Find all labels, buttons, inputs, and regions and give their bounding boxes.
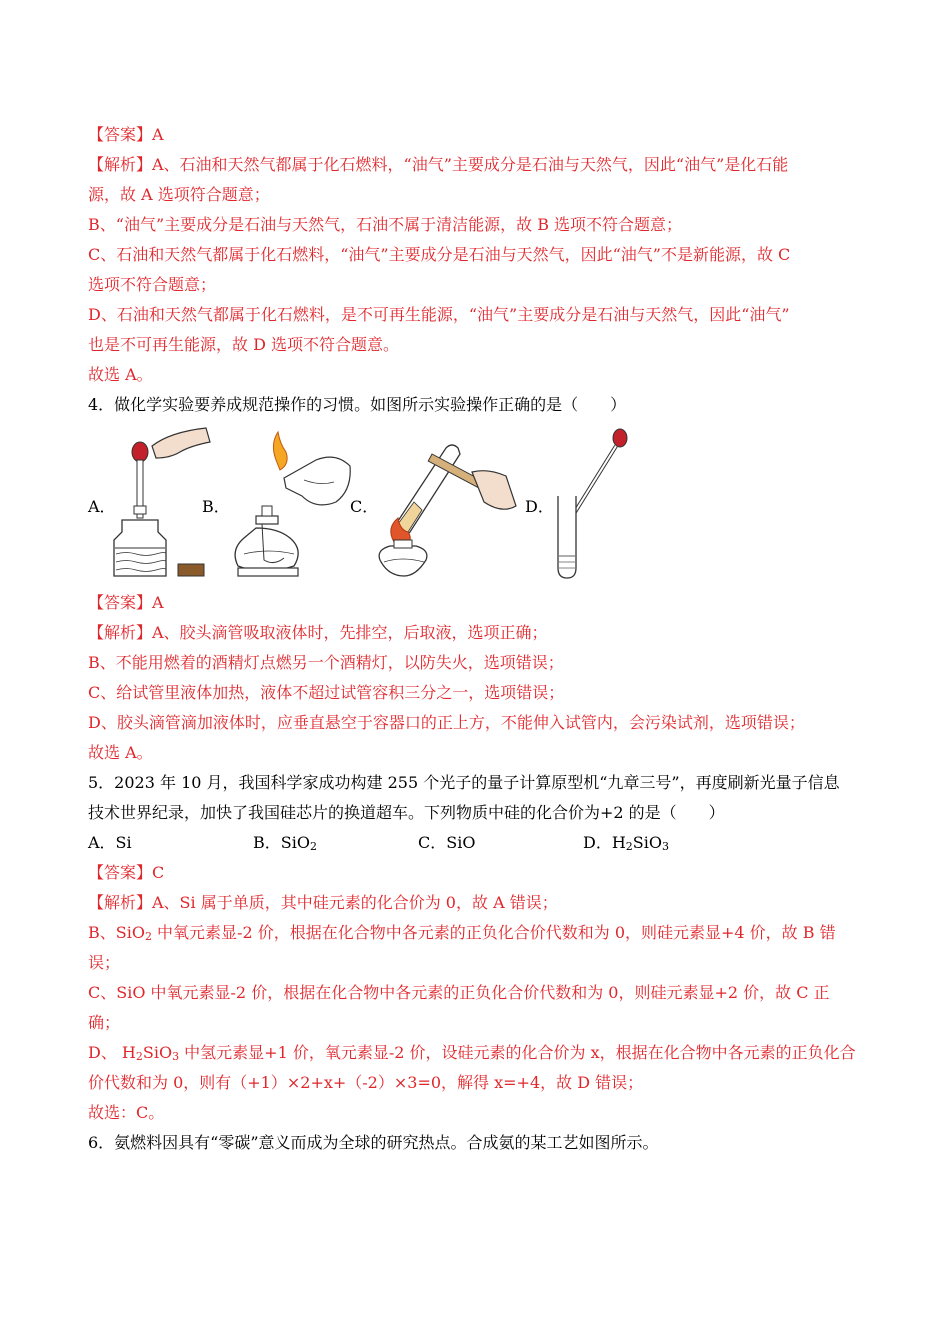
q5-option-d: D．$H_2SiO_3$	[583, 833, 669, 853]
q3-analysis-line: 也是不可再生能源，故 D 选项不符合题意。	[88, 335, 400, 354]
q5-option-c: C．SiO	[418, 833, 476, 852]
q5-stem-line: 5．2023 年 10 月，我国科学家成功构建 255 个光子的量子计算原型机“九章三号”，再度刷新光量子信息	[88, 773, 840, 792]
q5-analysis-line: D、 $H_2SiO_3$ 中氢元素显+1 价，氧元素显-2 价，设硅元素的化合价为 x，根据在化合物中各元素的正负化合	[88, 1043, 856, 1063]
q5-analysis-line: 价代数和为 0，则有（+1）×2+x+（-2）×3=0，解得 x=+4，故 D 错误；	[88, 1073, 644, 1092]
q5-conclusion: 故选：C。	[88, 1103, 165, 1122]
q5-options	[88, 828, 863, 858]
document-page	[88, 120, 863, 1158]
q5-analysis-line: 误；	[88, 953, 121, 972]
option-label-a: A．	[88, 497, 116, 516]
q3-analysis-line: 源，故 A 选项符合题意；	[88, 185, 270, 204]
q5-analysis-line: C、SiO 中氧元素显-2 价，根据在化合物中各元素的正负化合价代数和为 0，则硅元素显+2 价，故 C 正	[88, 983, 830, 1002]
q3-analysis-line: D、石油和天然气都属于化石燃料，是不可再生能源，“油气”主要成分是石油与天然气，因此“油气”	[88, 305, 790, 324]
q3-answer: 【答案】A	[88, 125, 164, 144]
q4-stem: 4．做化学实验要养成规范操作的习惯。如图所示实验操作正确的是（ ）	[88, 395, 627, 414]
q4-analysis-line: 【解析】A、胶头滴管吸取液体时，先排空，后取液，选项正确；	[88, 623, 548, 642]
option-label-d: D．	[525, 497, 554, 516]
q5-analysis-line: 确；	[88, 1013, 121, 1032]
test-tube-heating-illustration	[376, 424, 526, 582]
q5-answer: 【答案】C	[88, 863, 165, 882]
q5-analysis-line: 【解析】A、Si 属于单质，其中硅元素的化合价为 0，故 A 错误；	[88, 893, 558, 912]
q4-analysis-line: B、不能用燃着的酒精灯点燃另一个酒精灯，以防失火，选项错误；	[88, 653, 564, 672]
q3-analysis-line: B、“油气”主要成分是石油与天然气，石油不属于清洁能源，故 B 选项不符合题意；	[88, 215, 683, 234]
q3-conclusion: 故选 A。	[88, 365, 153, 384]
q4-figure-row	[88, 424, 863, 584]
dropper-test-tube-illustration	[550, 424, 640, 582]
q6-stem: 6．氨燃料因具有“零碳”意义而成为全球的研究热点。合成氨的某工艺如图所示。	[88, 1133, 659, 1152]
option-label-c: C．	[350, 497, 379, 516]
q4-answer: 【答案】A	[88, 593, 164, 612]
q5-option-a: A．Si	[88, 833, 132, 852]
q4-conclusion: 故选 A。	[88, 743, 153, 762]
q4-analysis-line: D、胶头滴管滴加液体时，应垂直悬空于容器口的正上方，不能伸入试管内，会污染试剂，选项错误；	[88, 713, 805, 732]
q5-option-b: B．SiO$_2$	[253, 833, 317, 853]
q4-analysis-line: C、给试管里液体加热，液体不超过试管容积三分之一，选项错误；	[88, 683, 565, 702]
q5-stem-line: 技术世界纪录，加快了我国硅芯片的换道超车。下列物质中硅的化合价为+2 的是（ ）	[88, 803, 725, 822]
q3-analysis-line: C、石油和天然气都属于化石燃料，“油气”主要成分是石油与天然气，因此“油气”不是新能源，故 C	[88, 245, 791, 264]
q5-analysis-line: B、SiO$_2$ 中氧元素显-2 价，根据在化合物中各元素的正负化合价代数和为 0，则硅元素显+4 价，故 B 错	[88, 923, 836, 943]
alcohol-lamp-illustration	[224, 430, 354, 582]
q3-analysis-line: 选项不符合题意；	[88, 275, 217, 294]
option-label-b: B．	[202, 497, 230, 516]
q3-analysis-line: 【解析】A、石油和天然气都属于化石燃料，“油气”主要成分是石油与天然气，因此“油气”是化石能	[88, 155, 789, 174]
